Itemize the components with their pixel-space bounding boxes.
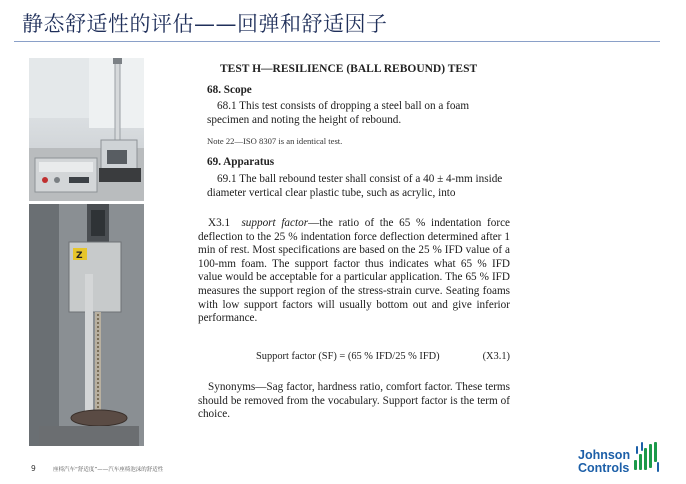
drop-apparatus-photo <box>29 204 144 446</box>
support-prefix: X3.1 <box>208 217 231 229</box>
support-term: support factor <box>241 217 309 229</box>
title-divider <box>14 41 660 42</box>
formula-text: Support factor (SF) = (65 % IFD/25 % IFD) <box>256 351 440 362</box>
company-logo-text <box>578 449 630 475</box>
company-logo-icon <box>632 440 662 476</box>
apparatus-text: 69.1 The ball rebound tester shall consist of a 40 ± 4-mm inside diameter vertical clear plastic tube, such as acrylic, into <box>207 173 503 199</box>
note-text: Note 22—ISO 8307 is an identical test. <box>207 136 343 146</box>
support-factor-formula <box>256 351 510 362</box>
page-number: 9 <box>31 464 36 473</box>
support-factor-paragraph <box>198 217 510 326</box>
test-heading: TEST H—RESILIENCE (BALL REBOUND) TEST <box>220 63 478 75</box>
scope-text: 68.1 This test consists of dropping a steel ball on a foam specimen and noting the height of rebound. <box>207 100 470 126</box>
scope-heading: 68. Scope <box>207 84 252 96</box>
synonyms-paragraph: Synonyms—Sag factor, hardness ratio, comfort factor. These terms should be removed from the vocabulary. Support factor is the term of choice. <box>198 381 510 421</box>
svg-text:Z: Z <box>76 251 83 261</box>
slide-title: 静态舒适性的评估——回弹和舒适因子 <box>22 12 388 36</box>
logo-line-1: Johnson <box>578 448 631 462</box>
formula-number: (X3.1) <box>482 351 510 362</box>
footer-caption: 座椅汽车“舒适度”——汽车座椅泡沫的舒适性 <box>53 467 164 473</box>
ball-rebound-tester-photo <box>29 58 144 201</box>
logo-line-2: Controls <box>578 461 630 475</box>
apparatus-heading: 69. Apparatus <box>207 156 275 168</box>
support-definition: —the ratio of the 65 % indentation force deflection to the 25 % indentation force deflection determined after 1 min of rest. Most specifications are based on the 25 % IFD value of a 100-mm foam. The support factor thus indicates what 65 % IFD value would be acceptable for a particular application. The 65 % IFD measures the support region of the stress-strain curve. Seating foams with low support factors will usually bottom out and give inferior performance. <box>198 217 511 325</box>
